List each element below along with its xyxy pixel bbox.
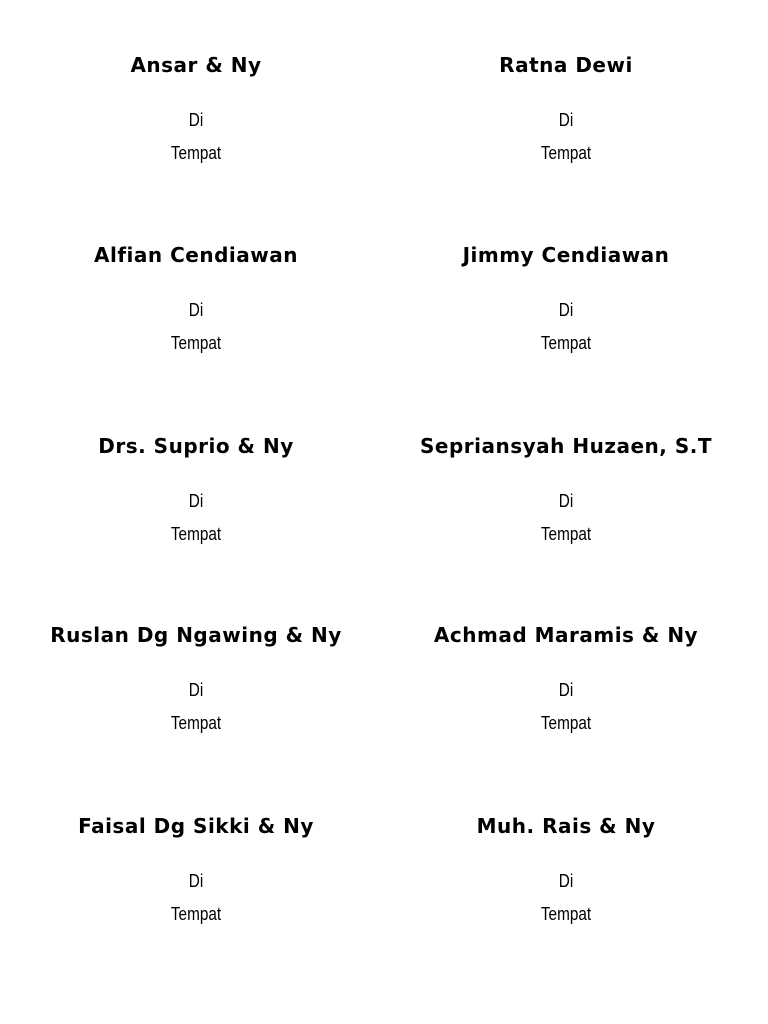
- address-line-1: Di: [558, 300, 574, 320]
- recipient-name: Ansar & Ny: [130, 53, 262, 77]
- address-line-1: Di: [558, 871, 574, 891]
- address-line-2: Tempat: [170, 333, 222, 353]
- address-line-1: Di: [558, 110, 574, 130]
- address-line-2: Tempat: [170, 143, 222, 163]
- address-line-1: Di: [558, 680, 574, 700]
- recipient-name: Sepriansyah Huzaen, S.T: [420, 434, 712, 458]
- recipient-name: Alfian Cendiawan: [94, 243, 298, 267]
- address-line-1: Di: [188, 491, 204, 511]
- recipient-name: Achmad Maramis & Ny: [433, 623, 699, 647]
- address-line-2: Tempat: [170, 904, 222, 924]
- address-line-2: Tempat: [540, 524, 592, 544]
- recipient-name: Drs. Suprio & Ny: [98, 434, 294, 458]
- address-line-2: Tempat: [540, 143, 592, 163]
- address-line-2: Tempat: [540, 333, 592, 353]
- address-line-1: Di: [188, 110, 204, 130]
- address-line-2: Tempat: [540, 713, 592, 733]
- recipient-name: Ratna Dewi: [499, 53, 633, 77]
- recipient-name: Faisal Dg Sikki & Ny: [78, 814, 314, 838]
- address-line-2: Tempat: [170, 713, 222, 733]
- address-line-1: Di: [188, 871, 204, 891]
- address-line-2: Tempat: [540, 904, 592, 924]
- recipient-name: Muh. Rais & Ny: [476, 814, 656, 838]
- address-line-1: Di: [188, 300, 204, 320]
- recipient-name: Jimmy Cendiawan: [462, 243, 670, 267]
- address-line-1: Di: [188, 680, 204, 700]
- recipient-name: Ruslan Dg Ngawing & Ny: [50, 623, 342, 647]
- address-line-2: Tempat: [170, 524, 222, 544]
- address-line-1: Di: [558, 491, 574, 511]
